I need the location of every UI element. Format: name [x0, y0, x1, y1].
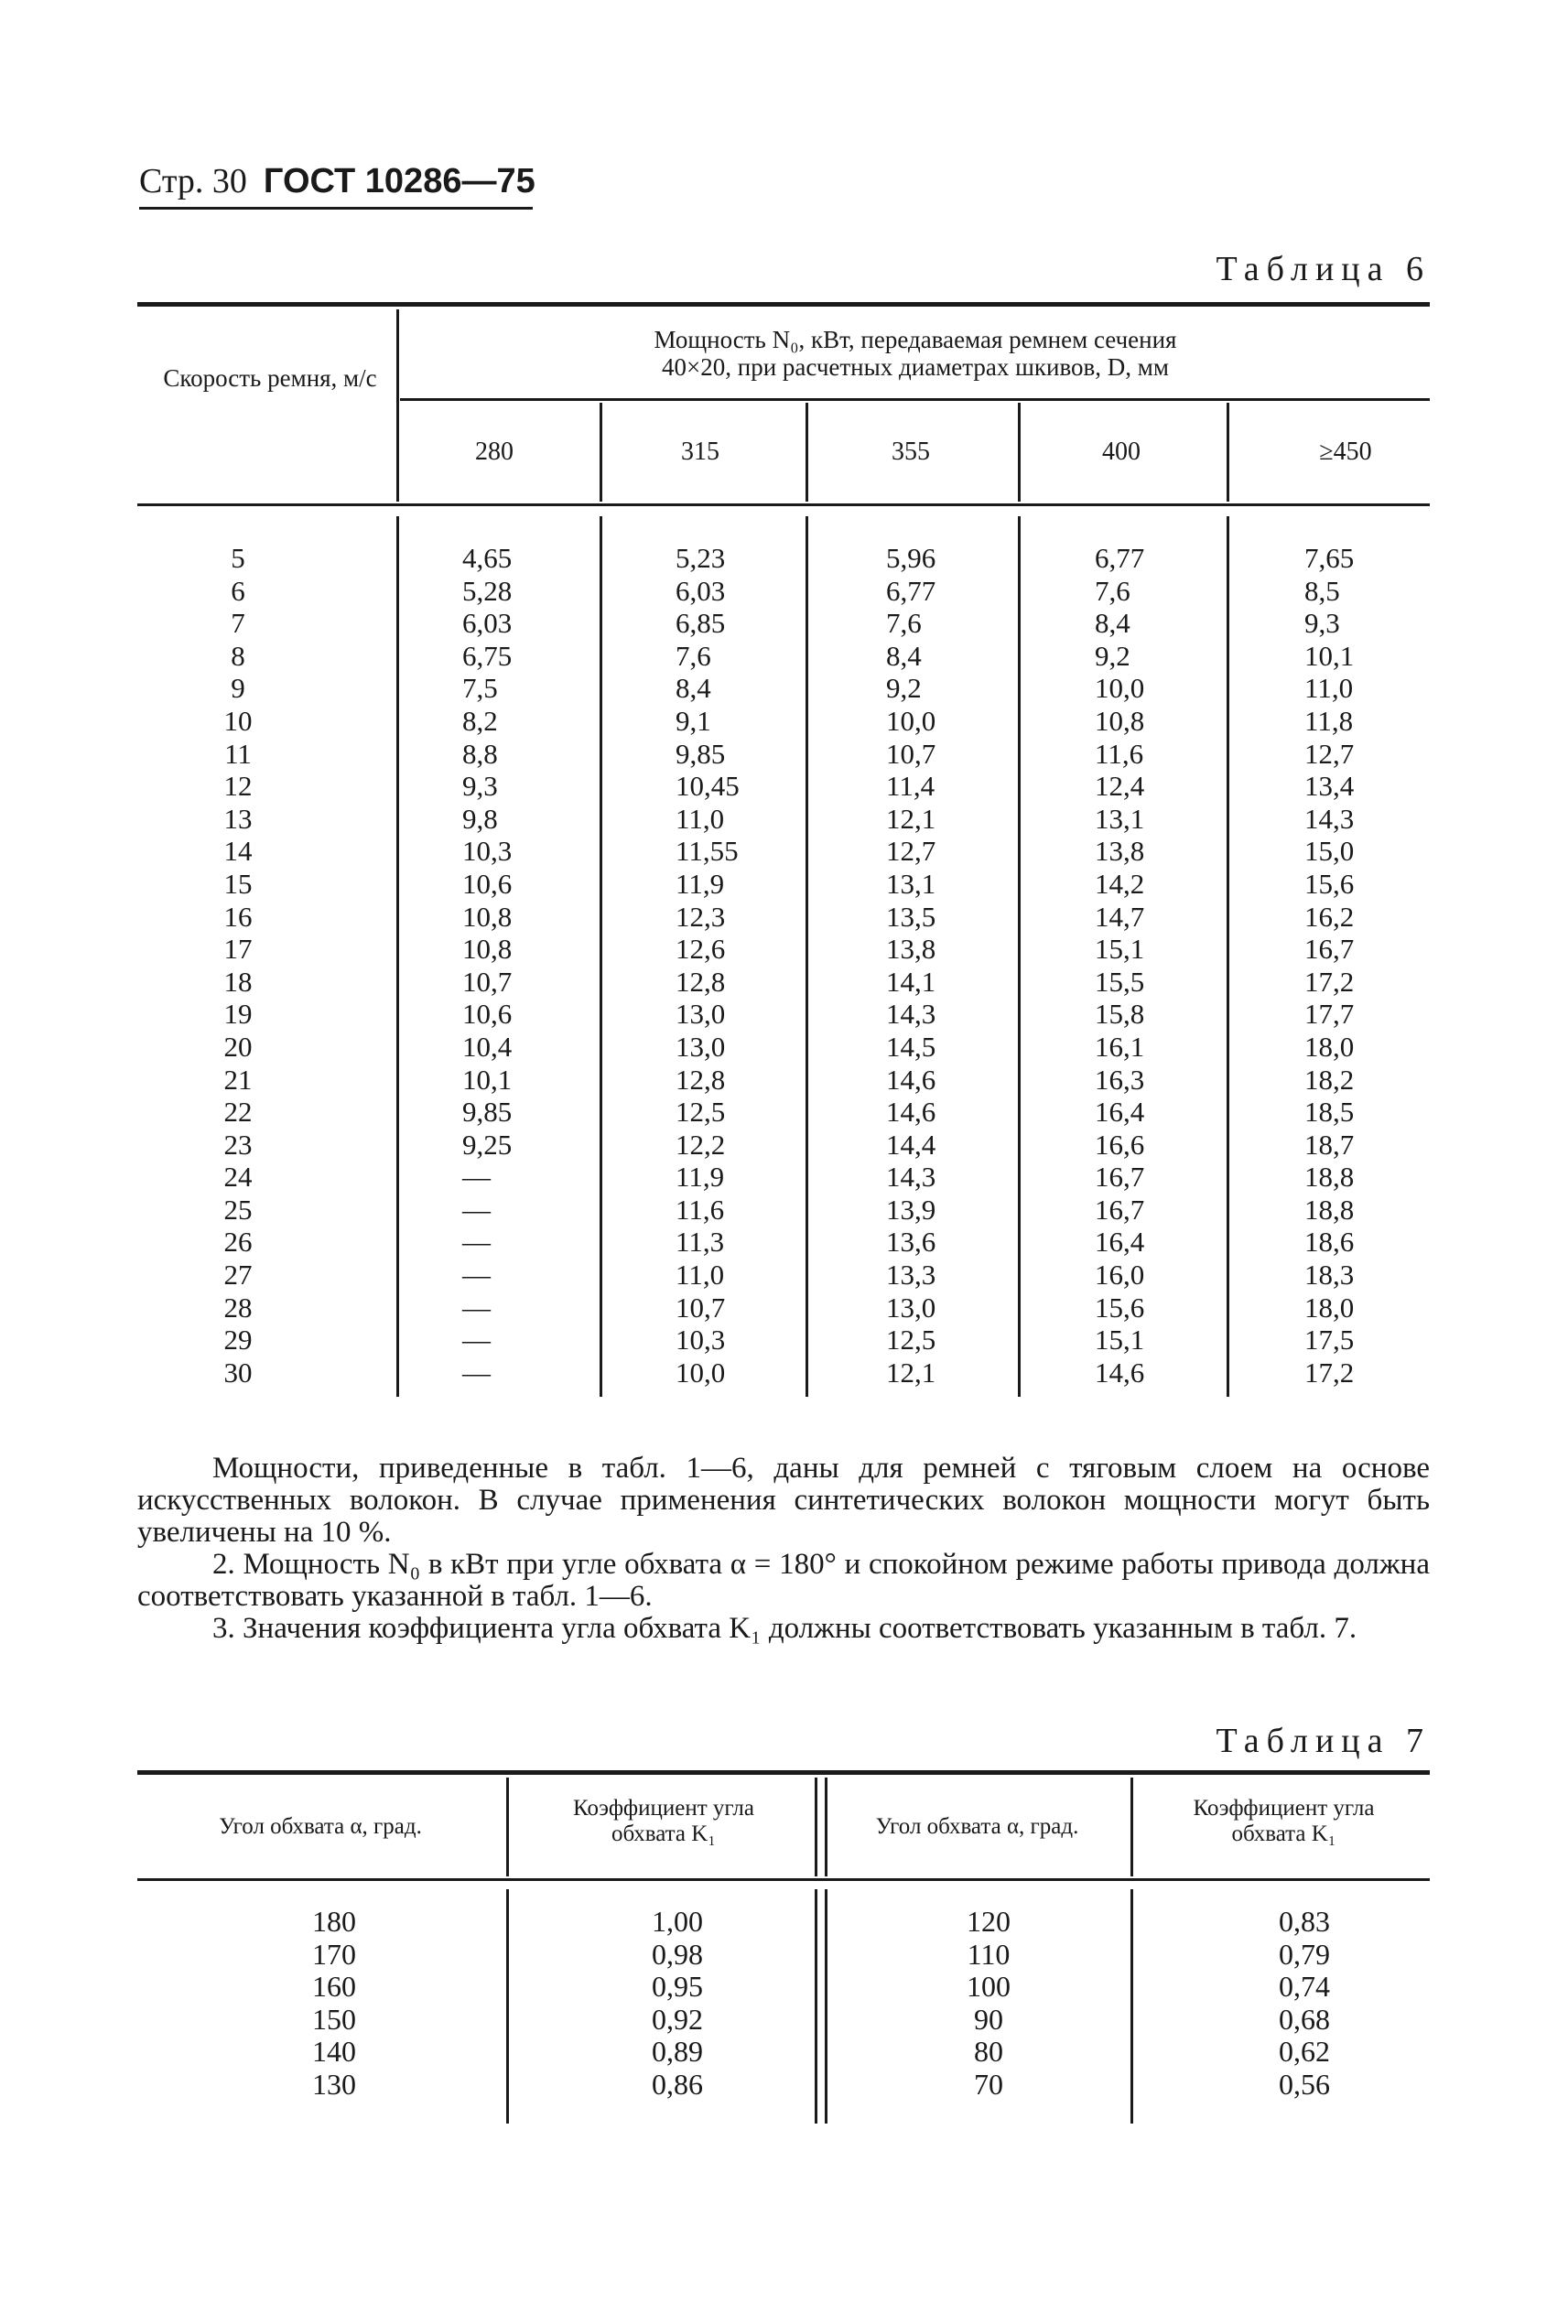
speed-cell: 27	[223, 1259, 253, 1292]
coef-cell: 0,95	[652, 1970, 703, 2004]
power-cell: —	[462, 1356, 491, 1389]
speed-cell: 29	[223, 1324, 253, 1357]
power-cell: 10,0	[886, 704, 936, 737]
power-cell: 10,0	[676, 1356, 726, 1389]
power-cell: 15,1	[1095, 933, 1145, 966]
speed-cell: 13	[223, 802, 253, 835]
angle-cell: 130	[312, 2067, 356, 2101]
table6-280-column	[462, 542, 572, 1389]
power-cell: 10,3	[676, 1324, 726, 1357]
running-header	[139, 161, 535, 201]
power-cell: 14,5	[886, 1030, 936, 1063]
power-cell: 14,6	[886, 1096, 936, 1129]
power-cell: 9,3	[462, 770, 498, 803]
power-cell: 15,5	[1095, 965, 1145, 998]
power-cell: 8,8	[462, 737, 498, 770]
power-cell: 12,1	[886, 1356, 936, 1389]
speed-cell: 28	[223, 1291, 253, 1324]
power-cell: 16,7	[1095, 1161, 1145, 1194]
table6-diameter-355: 355	[892, 438, 930, 466]
speed-cell: 6	[231, 574, 245, 607]
table6-speed-column	[183, 542, 293, 1389]
header-underline	[139, 207, 533, 210]
power-cell: 7,6	[886, 607, 922, 640]
coef-cell: 0,86	[652, 2067, 703, 2101]
power-cell: 11,6	[676, 1193, 725, 1226]
coef-cell: 0,68	[1279, 2002, 1330, 2036]
power-cell: 10,6	[462, 867, 513, 900]
table6-body-divider	[1227, 516, 1229, 1397]
power-cell: 14,6	[1095, 1356, 1145, 1389]
speed-cell: 7	[231, 607, 245, 640]
table7-coef-header-right-line1: Коэффициент угла	[1193, 1796, 1375, 1821]
angle-cell: 150	[312, 2002, 356, 2036]
power-cell: 9,2	[886, 672, 922, 705]
power-cell: 7,6	[1095, 574, 1130, 607]
power-cell: 11,0	[676, 1259, 725, 1292]
table6-col-divider	[806, 403, 808, 502]
power-cell: 15,0	[1304, 835, 1355, 868]
power-cell: 15,1	[1095, 1324, 1145, 1357]
note-paragraph-2: 2. Мощность N₀ в кВт при угле обхвата α = 180° и спокойном режиме работы привода должна соответствовать указанной в табл. 1—6.	[137, 1548, 1430, 1613]
power-cell: 10,7	[676, 1291, 726, 1324]
power-cell: 10,8	[462, 933, 513, 966]
speed-cell: 8	[231, 639, 245, 672]
angle-cell: 170	[312, 1937, 356, 1971]
power-cell: 8,2	[462, 704, 498, 737]
table7-angle-right-column	[938, 1906, 1039, 2102]
power-cell: 5,96	[886, 542, 936, 574]
speed-cell: 18	[223, 965, 253, 998]
table7-coef-header-right-line2: обхвата K₁	[1231, 1821, 1336, 1846]
power-cell: 13,1	[886, 867, 936, 900]
power-cell: 6,03	[676, 574, 726, 607]
table6-body-divider	[396, 516, 399, 1397]
power-cell: 9,85	[462, 1096, 513, 1129]
table6-col-divider	[1018, 403, 1021, 502]
table7-body-divider	[506, 1889, 509, 2124]
power-cell: 10,8	[462, 900, 513, 933]
power-cell: 13,8	[1095, 835, 1145, 868]
power-cell: 10,1	[462, 1063, 513, 1096]
table7-coef-header-left-line1: Коэффициент угла	[573, 1796, 754, 1821]
power-cell: 12,7	[886, 835, 936, 868]
standard-number: ГОСТ 10286—75	[263, 162, 535, 200]
power-cell: 11,0	[676, 802, 725, 835]
power-cell: 18,7	[1304, 1128, 1355, 1161]
power-cell: 14,2	[1095, 867, 1145, 900]
table6-body-divider	[600, 516, 602, 1397]
table7-header-double-divider	[815, 1778, 827, 1876]
power-cell: 13,0	[676, 1030, 726, 1063]
power-cell: 12,6	[676, 933, 726, 966]
table6-power-header-line1: Мощность N₀, кВт, передаваемая ремнем сечения	[654, 326, 1177, 353]
power-cell: 15,6	[1095, 1291, 1145, 1324]
power-cell: 8,4	[676, 672, 711, 705]
power-cell: —	[462, 1259, 491, 1292]
power-cell: 12,7	[1304, 737, 1355, 770]
table6-power-header-line2: 40×20, при расчетных диаметрах шкивов, D, мм	[662, 353, 1169, 381]
coef-cell: 0,98	[652, 1937, 703, 1971]
power-cell: 11,55	[676, 835, 739, 868]
power-cell: 10,6	[462, 998, 513, 1031]
speed-cell: 20	[223, 1030, 253, 1063]
speed-cell: 26	[223, 1226, 253, 1259]
coef-cell: 0,79	[1279, 1937, 1330, 1971]
speed-cell: 21	[223, 1063, 253, 1096]
angle-cell: 100	[967, 1970, 1011, 2004]
table6-top-rule	[137, 302, 1430, 307]
power-cell: 15,6	[1304, 867, 1355, 900]
power-cell: 5,23	[676, 542, 726, 574]
table6-315-column	[676, 542, 785, 1389]
table7-header-divider	[506, 1778, 509, 1876]
power-cell: 9,3	[1304, 607, 1340, 640]
coef-cell: 1,00	[652, 1905, 703, 1938]
power-cell: 12,5	[676, 1096, 726, 1129]
power-cell: 17,7	[1304, 998, 1355, 1031]
power-cell: 16,7	[1095, 1193, 1145, 1226]
power-cell: 18,3	[1304, 1259, 1355, 1292]
power-cell: 12,3	[676, 900, 726, 933]
table6-450-column	[1304, 542, 1414, 1389]
power-cell: 11,6	[1095, 737, 1144, 770]
coef-cell: 0,62	[1279, 2035, 1330, 2069]
page-label: Стр. 30	[139, 162, 247, 200]
power-cell: 8,4	[886, 639, 922, 672]
speed-cell: 17	[223, 933, 253, 966]
table7-top-rule	[137, 1770, 1430, 1775]
power-cell: 18,0	[1304, 1291, 1355, 1324]
power-cell: —	[462, 1324, 491, 1357]
table6-caption: Таблица 6	[1216, 250, 1431, 288]
power-cell: 13,8	[886, 933, 936, 966]
angle-cell: 90	[974, 2002, 1003, 2036]
table6-row-header: Скорость ремня, м/с	[163, 364, 377, 392]
power-cell: 14,3	[886, 1161, 936, 1194]
power-cell: 10,4	[462, 1030, 513, 1063]
power-cell: 12,8	[676, 1063, 726, 1096]
power-cell: 16,1	[1095, 1030, 1145, 1063]
power-cell: 16,2	[1304, 900, 1355, 933]
power-cell: 14,3	[1304, 802, 1355, 835]
power-cell: 10,45	[676, 770, 740, 803]
power-cell: 16,4	[1095, 1226, 1145, 1259]
speed-cell: 10	[223, 704, 253, 737]
table6-400-column	[1095, 542, 1205, 1389]
coef-cell: 0,74	[1279, 1970, 1330, 2004]
power-cell: 14,4	[886, 1128, 936, 1161]
power-cell: 6,03	[462, 607, 513, 640]
power-cell: 7,6	[676, 639, 711, 672]
speed-cell: 12	[223, 770, 253, 803]
table7-coef-left-column	[622, 1906, 732, 2102]
speed-cell: 11	[224, 737, 252, 770]
table7-header-divider	[1130, 1778, 1133, 1876]
table7-body-divider	[1130, 1889, 1133, 2124]
power-cell: 13,9	[886, 1193, 936, 1226]
coef-cell: 0,56	[1279, 2067, 1330, 2101]
power-cell: 16,0	[1095, 1259, 1145, 1292]
power-cell: 10,8	[1095, 704, 1145, 737]
speed-cell: 9	[231, 672, 245, 705]
table6-col-divider	[1227, 403, 1229, 502]
power-cell: 11,8	[1304, 704, 1354, 737]
power-cell: 10,7	[886, 737, 936, 770]
power-cell: 8,5	[1304, 574, 1340, 607]
speed-cell: 24	[223, 1161, 253, 1194]
power-cell: 16,7	[1304, 933, 1355, 966]
speed-cell: 22	[223, 1096, 253, 1129]
power-cell: 14,1	[886, 965, 936, 998]
table7-angle-header-right: Угол обхвата α, град.	[875, 1814, 1079, 1839]
speed-cell: 15	[223, 867, 253, 900]
table6-header-divider	[396, 309, 399, 502]
table6-subheader-rule	[400, 398, 1430, 401]
power-cell: 6,77	[1095, 542, 1145, 574]
table7-coef-right-column	[1249, 1906, 1359, 2102]
power-cell: 18,0	[1304, 1030, 1355, 1063]
power-cell: —	[462, 1226, 491, 1259]
power-cell: 13,0	[886, 1291, 936, 1324]
power-cell: 13,6	[886, 1226, 936, 1259]
table6-diameter-450: ≥450	[1319, 438, 1372, 466]
power-cell: 12,5	[886, 1324, 936, 1357]
note-paragraph-1: Мощности, приведенные в табл. 1—6, даны для ремней с тяговым слоем на основе искусственных волокон. В случае применения синтетических волокон мощности могут быть увеличены на 10 %.	[137, 1452, 1430, 1549]
coef-cell: 0,89	[652, 2035, 703, 2069]
power-cell: 16,3	[1095, 1063, 1145, 1096]
power-cell: 9,25	[462, 1128, 513, 1161]
table7-angle-left-column	[284, 1906, 384, 2102]
power-cell: —	[462, 1161, 491, 1194]
table6-header-bottom-rule	[137, 503, 1430, 506]
table7-caption: Таблица 7	[1216, 1722, 1431, 1760]
power-cell: 12,4	[1095, 770, 1145, 803]
power-cell: 10,1	[1304, 639, 1355, 672]
coef-cell: 0,83	[1279, 1905, 1330, 1938]
power-cell: 5,28	[462, 574, 513, 607]
power-cell: 12,8	[676, 965, 726, 998]
power-cell: 8,4	[1095, 607, 1130, 640]
power-cell: 13,4	[1304, 770, 1355, 803]
table7-header-bottom-rule	[137, 1878, 1430, 1881]
power-cell: 9,2	[1095, 639, 1130, 672]
power-cell: 11,9	[676, 867, 725, 900]
speed-cell: 30	[223, 1356, 253, 1389]
power-cell: 14,7	[1095, 900, 1145, 933]
table6-355-column	[886, 542, 996, 1389]
angle-cell: 80	[974, 2035, 1003, 2069]
speed-cell: 16	[223, 900, 253, 933]
power-cell: 6,75	[462, 639, 513, 672]
power-cell: 4,65	[462, 542, 513, 574]
power-cell: 17,2	[1304, 1356, 1355, 1389]
power-cell: 9,8	[462, 802, 498, 835]
angle-cell: 70	[974, 2067, 1003, 2101]
power-cell: 10,3	[462, 835, 513, 868]
power-cell: 18,2	[1304, 1063, 1355, 1096]
power-cell: 6,77	[886, 574, 936, 607]
coef-cell: 0,92	[652, 2002, 703, 2036]
speed-cell: 5	[231, 542, 245, 574]
power-cell: 7,5	[462, 672, 498, 705]
table6-diameter-280: 280	[475, 438, 514, 466]
power-cell: 16,4	[1095, 1096, 1145, 1129]
power-cell: —	[462, 1193, 491, 1226]
table7-coef-header-left-line2: обхвата K₁	[611, 1821, 717, 1846]
table6-body-divider	[806, 516, 808, 1397]
power-cell: 7,65	[1304, 542, 1355, 574]
table6-col-divider	[600, 403, 602, 502]
power-cell: 10,0	[1095, 672, 1145, 705]
power-cell: 12,1	[886, 802, 936, 835]
angle-cell: 180	[312, 1905, 356, 1938]
speed-cell: 19	[223, 998, 253, 1031]
power-cell: —	[462, 1291, 491, 1324]
power-cell: 14,6	[886, 1063, 936, 1096]
angle-cell: 110	[967, 1937, 1011, 1971]
power-cell: 6,85	[676, 607, 726, 640]
power-cell: 13,1	[1095, 802, 1145, 835]
power-cell: 13,0	[676, 998, 726, 1031]
power-cell: 10,7	[462, 965, 513, 998]
power-cell: 13,5	[886, 900, 936, 933]
power-cell: 18,5	[1304, 1096, 1355, 1129]
power-cell: 11,3	[676, 1226, 725, 1259]
power-cell: 17,5	[1304, 1324, 1355, 1357]
power-cell: 16,6	[1095, 1128, 1145, 1161]
power-cell: 18,8	[1304, 1193, 1355, 1226]
power-cell: 18,8	[1304, 1161, 1355, 1194]
speed-cell: 14	[223, 835, 253, 868]
power-cell: 12,2	[676, 1128, 726, 1161]
power-cell: 15,8	[1095, 998, 1145, 1031]
power-cell: 11,4	[886, 770, 935, 803]
speed-cell: 25	[223, 1193, 253, 1226]
table7-angle-header-left: Угол обхвата α, град.	[219, 1814, 422, 1839]
power-cell: 18,6	[1304, 1226, 1355, 1259]
angle-cell: 160	[312, 1970, 356, 2004]
table6-body-divider	[1018, 516, 1021, 1397]
table6-diameter-400: 400	[1102, 438, 1141, 466]
power-cell: 11,9	[676, 1161, 725, 1194]
table7-body-double-divider	[815, 1889, 827, 2124]
power-cell: 13,3	[886, 1259, 936, 1292]
power-cell: 17,2	[1304, 965, 1355, 998]
angle-cell: 120	[967, 1905, 1011, 1938]
table6-diameter-315: 315	[681, 438, 719, 466]
speed-cell: 23	[223, 1128, 253, 1161]
angle-cell: 140	[312, 2035, 356, 2069]
note-paragraph-3: 3. Значения коэффициента угла обхвата K₁ должны соответствовать указанным в табл. 7.	[212, 1612, 1357, 1645]
power-cell: 14,3	[886, 998, 936, 1031]
power-cell: 11,0	[1304, 672, 1354, 705]
power-cell: 9,85	[676, 737, 726, 770]
power-cell: 9,1	[676, 704, 711, 737]
notes-block	[137, 1453, 1430, 1645]
